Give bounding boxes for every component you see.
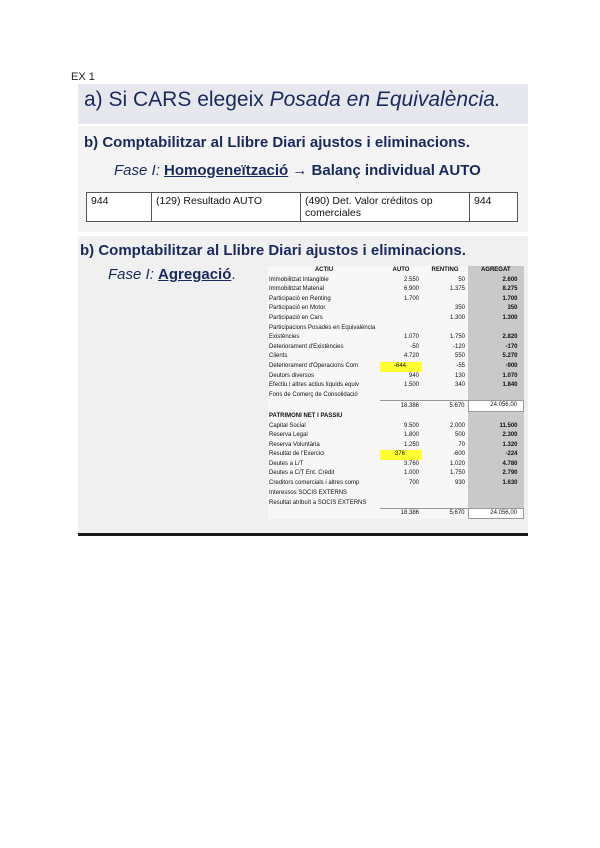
table-row: [268, 295, 524, 305]
table-row: [268, 352, 524, 362]
agregat-value: 11.500: [468, 422, 524, 432]
row-label: Deteriorament d'Existències: [269, 343, 344, 350]
renting-value: [422, 498, 468, 508]
renting-value: 1.750: [449, 470, 465, 477]
agregat-value: 4.780: [468, 460, 524, 470]
renting-value: [422, 295, 468, 305]
auto-value: 940: [408, 372, 419, 379]
auto-value: -50: [410, 343, 419, 350]
auto-value: 2.550: [403, 276, 419, 283]
renting-value: 1.750: [449, 334, 465, 341]
renting-value: -55: [456, 362, 465, 369]
renting-value: 130: [454, 372, 465, 379]
agregat-value: [468, 489, 524, 499]
table-row: [268, 314, 524, 324]
credit-amount: 944: [470, 193, 518, 222]
row-label: Reserva Legal: [269, 432, 308, 439]
journal-entry-table: [86, 192, 518, 222]
table-row: [268, 285, 524, 295]
auto-value: 6.900: [403, 286, 419, 293]
agregat-value: 2.790: [468, 469, 524, 479]
renting-value: 2.000: [449, 422, 465, 429]
row-label: PATRIMONI NET I PASSIU: [269, 412, 343, 419]
auto-value: 1.800: [403, 432, 419, 439]
renting-value: [422, 324, 468, 334]
phase-heading: Fase I: Agregació.: [108, 266, 236, 283]
agregat-value: 24.056,00: [468, 401, 524, 412]
table-row: [268, 324, 524, 334]
table-header-row: [268, 266, 524, 276]
auto-value: 4.720: [403, 353, 419, 360]
debit-account: (129) Resultado AUTO: [152, 193, 301, 222]
renting-value: 340: [454, 382, 465, 389]
auto-value: [380, 304, 422, 314]
col-header-agregat: AGREGAT: [468, 266, 524, 276]
agregat-value: [468, 498, 524, 508]
table-row: [268, 441, 524, 451]
auto-value: 3.760: [403, 460, 419, 467]
agregat-value: 1.630: [468, 479, 524, 489]
row-label: Participació en Motor: [269, 305, 326, 312]
auto-value: 1.070: [403, 334, 419, 341]
row-label: Resultat de l'Exercici: [269, 451, 325, 458]
table-row: [268, 422, 524, 432]
renting-value: [422, 391, 468, 401]
row-label: Participació en Cars: [269, 314, 323, 321]
table-row: [268, 498, 524, 508]
table-row: [268, 401, 524, 412]
agregat-value: -224: [468, 450, 524, 460]
row-label: Clients: [269, 353, 288, 360]
phase-heading: Fase I: Homogeneïtzació → Balanç individual AUTO: [114, 162, 481, 179]
renting-value: [422, 489, 468, 499]
auto-value: 1.250: [403, 441, 419, 448]
agregat-value: 350: [468, 304, 524, 314]
row-label: Resultat atribuït a SOCIS EXTERNS: [269, 499, 367, 506]
exercise-label: EX 1: [71, 71, 95, 83]
renting-value: 1.300: [449, 314, 465, 321]
agregat-value: 24.056,00: [468, 508, 524, 519]
table-row: [268, 381, 524, 391]
auto-value: [380, 498, 422, 508]
agregat-value: [468, 391, 524, 401]
table-row: [268, 372, 524, 382]
debit-amount: 944: [87, 193, 152, 222]
slide-agregacio: [78, 236, 528, 536]
row-label: Interessos SOCIS EXTERNS: [269, 489, 348, 496]
table-row: [268, 431, 524, 441]
agregat-value: [468, 324, 524, 334]
renting-value: 500: [454, 432, 465, 439]
agregat-value: 8.275: [468, 285, 524, 295]
credit-account: (490) Det. Valor créditos op comerciales: [301, 193, 470, 222]
auto-value: [380, 411, 422, 421]
agregat-value: [468, 411, 524, 421]
auto-value: [380, 391, 422, 401]
agregat-value: 1.700: [468, 295, 524, 305]
auto-value: [380, 489, 422, 499]
row-label: Deutes a L/T: [269, 460, 304, 467]
row-label: Reserva Voluntària: [269, 441, 320, 448]
row-label: Immobilitzat Intangible: [269, 276, 329, 283]
row-label: Participació en Renting: [269, 295, 331, 302]
agregat-value: 2.600: [468, 276, 524, 286]
row-label: Deutes a C/T Ent. Crèdit: [269, 470, 335, 477]
auto-value: 18.386: [380, 401, 422, 412]
row-label: Capital Social: [269, 422, 306, 429]
row-label: Deteriorament d'Operacions Com: [269, 362, 359, 369]
row-label: [268, 401, 380, 412]
table-row: [268, 450, 524, 460]
auto-value: 1.500: [403, 382, 419, 389]
renting-value: 550: [454, 353, 465, 360]
auto-value: 1.000: [403, 470, 419, 477]
renting-value: 50: [458, 276, 465, 283]
row-label: Existències: [269, 334, 300, 341]
row-label: Creditors comercials i altres comp: [269, 480, 360, 487]
renting-value: 930: [454, 480, 465, 487]
slide-title-b: b) Comptabilitzar al Llibre Diari ajustos i eliminacions.: [84, 134, 470, 151]
table-row: [268, 333, 524, 343]
slide-title-b: b) Comptabilitzar al Llibre Diari ajustos i eliminacions.: [80, 242, 466, 259]
table-row: [268, 391, 524, 401]
table-row: [268, 489, 524, 499]
auto-value: 9.500: [403, 422, 419, 429]
auto-value: [380, 314, 422, 324]
row-label: Participacions Posades en Equivalència: [269, 324, 376, 331]
slide-bottom-bar: [78, 533, 528, 536]
auto-value: -644: [380, 362, 422, 372]
table-row: [268, 362, 524, 372]
agregat-value: 2.300: [468, 431, 524, 441]
renting-value: 350: [454, 305, 465, 312]
renting-value: -600: [452, 451, 465, 458]
table-row: [268, 508, 524, 519]
auto-value: 376: [380, 450, 422, 460]
agregat-value: 1.070: [468, 372, 524, 382]
renting-value: 1.375: [449, 286, 465, 293]
renting-value: 70: [458, 441, 465, 448]
row-label: [268, 508, 380, 519]
table-row: [268, 479, 524, 489]
table-row: [268, 276, 524, 286]
renting-value: 1.020: [449, 460, 465, 467]
auto-value: [380, 324, 422, 334]
renting-value: -120: [452, 343, 465, 350]
aggregation-table: [268, 266, 524, 519]
slide-homogeneitzacio: [78, 84, 528, 232]
table-row: [268, 411, 524, 421]
agregat-value: 1.300: [468, 314, 524, 324]
agregat-value: -170: [468, 343, 524, 353]
table-row: [268, 469, 524, 479]
table-row: [268, 460, 524, 470]
agregat-value: 1.320: [468, 441, 524, 451]
agregat-value: -900: [468, 362, 524, 372]
auto-value: 1.700: [403, 295, 419, 302]
renting-value: [422, 411, 468, 421]
agregat-value: 1.840: [468, 381, 524, 391]
table-row: [87, 193, 518, 222]
auto-value: 700: [408, 480, 419, 487]
col-header-auto: AUTO: [392, 267, 410, 273]
col-header-actiu: ACTIU: [314, 267, 334, 273]
agregat-value: 5.270: [468, 352, 524, 362]
auto-value: 18.386: [380, 508, 422, 519]
table-row: [268, 343, 524, 353]
row-label: Efectiu i altres actius líquids equiv: [269, 382, 360, 389]
renting-value: 5.670: [422, 401, 468, 412]
slide-title-a: a) Si CARS elegeix Posada en Equivalència.: [84, 88, 501, 111]
agregat-value: 2.820: [468, 333, 524, 343]
renting-value: 5.670: [422, 508, 468, 519]
table-row: [268, 304, 524, 314]
separator: [78, 124, 528, 126]
row-label: Deutors diversos: [269, 372, 315, 379]
col-header-renting: RENTING: [431, 267, 459, 273]
row-label: Immobilitzat Material: [269, 286, 325, 293]
row-label: Fons de Comerç de Consolidació: [269, 391, 358, 398]
